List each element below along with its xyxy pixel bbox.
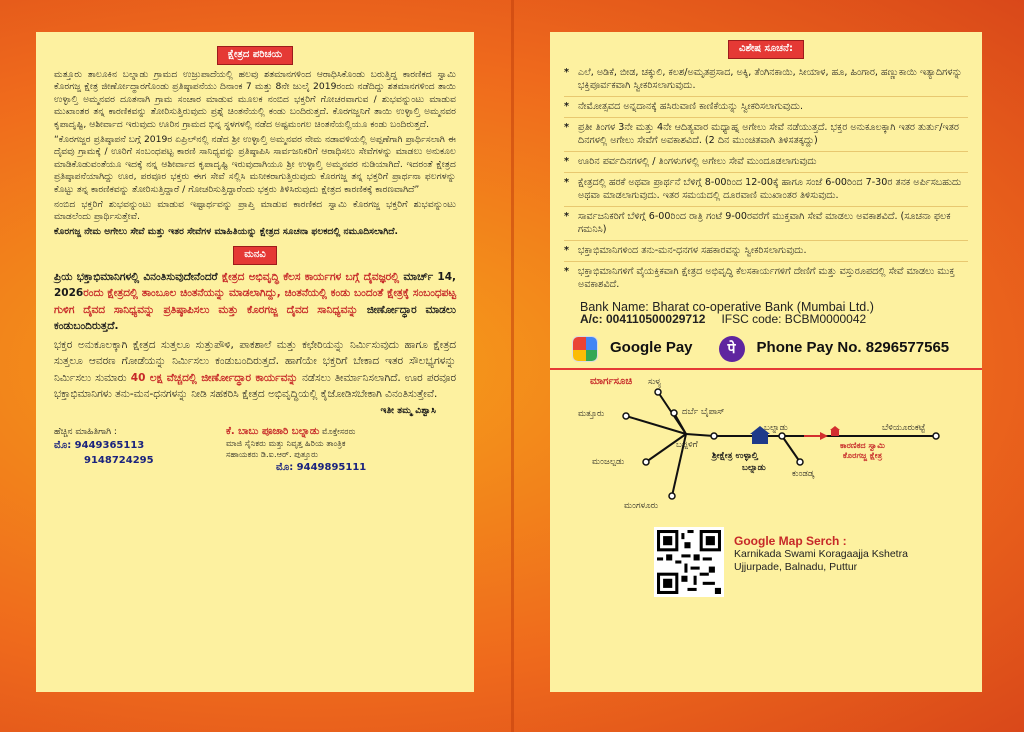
signatory-name: ಕೆ. ಬಾಬು ಪೂಜಾರಿ ಬಲ್ನಾಡು [226,425,320,437]
notice-list [564,63,968,295]
map-label-bappalige: ಬಪ್ಪಳಿಗೆ [676,440,698,451]
gmap-info [734,527,908,597]
map-label-mangalore: ಮಂಗಳೂರು [624,501,659,512]
notice-text: ಕ್ಷೇತ್ರದಲ್ಲಿ ಹರಕೆ ಅಥವಾ ಪ್ರಾರ್ಥನೆ ಬೆಳಿಗ್ಗೆ 8-00ರಿಂದ 12-00ಕ್ಕೆ ಹಾಗೂ ಸಂಜೆ 6-00ರಿಂದ 7-30ರ ತನಕ ಅರ್ಪಿಸಬಹುದು ಅಥವಾ ಮಾಡಲಾಗುವುದು. ಇತರ ಸಮಯದಲ್ಲಿ ದೂರವಾಣಿ ಮುಖಾಂತರ ತಿಳಿಸುವುದು. [578,176,962,201]
notice-heading: ವಿಶೇಷ ಸೂಚನೆ: [728,40,804,59]
bullet-icon: * [564,265,570,277]
notice-text: ಎಲೆ, ಅಡಿಕೆ, ಬೀಡ, ಚಕ್ಕುಲಿ, ಕಲಶ/ಅಮೃತಪ್ರಸಾದ, ಅಕ್ಕಿ, ತೆಂಗಿನಕಾಯಿ, ಸೀಯಾಳ, ಹೂ, ಹಿಂಗಾರ, ಹಣ್ಣುಕಾಯಿ ಇತ್ಯಾದಿಗಳನ್ನು ಭಕ್ತಿಪೂರ್ವಕವಾಗಿ ಸ್ವೀಕರಿಸಲಾಗುವುದು. [578,66,963,91]
phone-1: ಮೊ: 9449365113 [54,440,145,452]
gmap-line-2: Ujjurpade, Balnadu, Puttur [734,560,858,573]
page-fold [511,0,514,732]
appeal-date: ಮಾರ್ಚ್ 14, 2026 [54,270,456,300]
intro-paragraph-1: ಮತ್ತೂರು ತಾಲೂಕಿನ ಬಲ್ನಾಡು ಗ್ರಾಮದ ಉಜ್ರುಪಾದೆಯಲ್ಲಿ ಹಲವು ಶತಮಾನಗಳಿಂದ ಆರಾಧಿಸಿಕೊಂಡು ಬರುತ್ತಿದ್ದ ಕಾರಣಿಕದ ಸ್ವಾಮಿ ಕೊರಗಜ್ಜ ಕ್ಷೇತ್ರ ಜೀರ್ಣೋದ್ಧಾರಗೊಂಡು ಪ್ರತಿಷ್ಠಾಪನೆಯು ದಿನಾಂಕ 7 ಮತ್ತು 8ನೇ ಜುಲೈ 2019ರಂದು ನಡೆದಿದ್ದು ಶತಮಾನಗಳಿಂದ ತಾಯಿ ಉಳ್ಳಾಲ್ತಿ ಅಮ್ಮನವರ ದೂತನಾಗಿ ಗ್ರಾಮ ಸಂಚಾರ ಮಾಡುವ ಮೂಲಕ ನಂಬಿದ ಭಕ್ತರಿಗೆ ಗೋಚರವಾಗುವ / ಶುಭವನ್ನುಂಟು ಮಾಡುವ ಮುಖಾಂತರ ತನ್ನ ಕಾರಣಿಕವನ್ನು ತೋರಿಸುತ್ತಿರುವುದು ಪ್ರಶ್ನೆ ಚಿಂತನೆಯಲ್ಲಿ ಕಂಡು ಬಂದಿರುತ್ತದೆ. ಕೊರಗಜ್ಜನಿಗೆ ತಾಯಿ ಉಳ್ಳಾಲ್ತಿ ಅಮ್ಮನವರ ಕೃಪಾದೃಷ್ಟಿ, ಆಶೀರ್ವಾದ ಇರುವುದು ಊರಿನ ಗ್ರಾಮದ ಭಿನ್ನ ಸ್ಥಳಗಳಲ್ಲಿ ನಡೆದ ಅಷ್ಟಮಂಗಲ ಚಿಂತನೆಯಲ್ಲಿಯೂ ಕಂಡು ಬಂದಿರುತ್ತದೆ. [54,68,456,130]
map-label-sullia: ಸುಳ್ಯ [648,377,662,388]
appeal-heading: ಮನವಿ [233,246,277,265]
google-pay-icon [572,336,598,362]
notice-text: ಪ್ರತೀ ತಿಂಗಳ 3ನೇ ಮತ್ತು 4ನೇ ಆದಿತ್ಯವಾರ ಮಧ್ಯಾಹ್ನ ಅಗೇಲು ಸೇವೆ ನಡೆಯುತ್ತದೆ. ಭಕ್ತರ ಅನುಕೂಲಕ್ಕಾಗಿ ಇತರ ತುರ್ತು/ಇತರ ದಿನಗಳಲ್ಲಿ ಅಗೇಲು ಸೇವೆಗೆ ಅವಕಾಶವಿದೆ. (2 ದಿನ ಮುಂಚಿತವಾಗಿ ತಿಳಿಸತಕ್ಕದ್ದು) [578,121,959,146]
notice-text: ಊರಿನ ಪರ್ವದಿನಗಳಲ್ಲಿ / ತಿಂಗಳುಗಳಲ್ಲಿ ಅಗೇಲು ಸೇವೆ ಮುಂದೂಡಲಾಗುವುದು [578,155,817,167]
map-label-kudakka: ಕುಂಡಡ್ಕ [792,469,815,480]
notice-item [564,241,968,262]
gmap-title: Google Map Serch : [734,534,847,549]
bullet-icon: * [564,66,570,78]
signatory-role-2: ಸಹಾಯಕರು ಡಿ.ಐ.ಆರ್. ಪುತ್ತೂರು [226,449,319,460]
notice-item [564,207,968,241]
bank-account-line [580,313,968,326]
right-panel [550,32,982,692]
appeal-paragraph-2 [54,337,456,403]
contact-info [54,426,184,475]
account-number: A/c: 004110500029712 [580,312,706,327]
intro-paragraph-2: “ಕೊರಗಜ್ಜರ ಪ್ರತಿಷ್ಠಾಪನೆ ಬಗ್ಗೆ 2019ರ ಏಪ್ರಿಲ್‌ನಲ್ಲಿ ನಡೆದ ಶ್ರೀ ಉಳ್ಳಾಲ್ತಿ ಅಮ್ಮನವರ ನೇಮ ನಡಾವಳಿಯಲ್ಲಿ ಅಪ್ಪಣೆಗಾಗಿ ಪ್ರಾರ್ಥಿಸಲಾಗಿ ಈ ದೈವವು ಗ್ರಾಮಕ್ಕೆ / ಊರಿಗೆ ಸಂಬಂಧಪಟ್ಟ ಕಾರಣಿ ಸಾನಿಧ್ಯವನ್ನು ಪ್ರತಿಷ್ಠಾಪಿಸಿ ಸಾರ್ವಜನಿಕರಿಗೆ ಆರಾಧಿಸಲು ಸೇವೆಗಳನ್ನು ಮಾಡಲು ಅನುಕೂಲ ಮಾಡಿಕೊಡುವಂತೆಯೂ ಇದಕ್ಕೆ ನನ್ನ ಆಶೀರ್ವಾದ ಕೃಪಾದೃಷ್ಟಿ ಇರುವುದಾಗಿಯೂ ಶ್ರೀ ಉಳ್ಳಾಲ್ತಿ ಅಮ್ಮನವರ ನುಡಿಯಾಗಿದೆ. ಇದರಂತೆ ಕ್ಷೇತ್ರದ ಪ್ರತಿಷ್ಠಾಪನೆಯಾಗಿದ್ದು ಊರ, ಪರವೂರ ಭಕ್ತರು ಈಗ ಸೇವೆ ಸಲ್ಲಿಸಿ ಮನೀಕರಾಗುತ್ತಿರುವುದು ಕೊರಗಜ್ಜ ತನ್ನ ಭಕ್ತರಿಗೆ ಪ್ರಾರ್ಥನಾ ಫಲಗಳನ್ನು ಕೊಟ್ಟು ತನ್ನ ಕಾರಣಿಕವನ್ನು ತೋರಿಸುತ್ತಿದ್ದಾರೆ / ಗೋಚರಿಸುತ್ತಿದ್ದಾರೆಂದು ಭಕ್ತರು ತಿಳಿಸಿರುವುದು ಕ್ಷೇತ್ರದ ಕಾರಣಿಕಕ್ಕೆ ಕಾರಣವಾಗಿದೆ” [54,133,456,195]
notice-item [564,63,968,97]
more-info-label: ಹೆಚ್ಚಿನ ಮಾಹಿತಿಗಾಗಿ : [54,426,117,437]
intro-paragraph-4: ಕೊರಗಜ್ಜ ನೇಮ ಅಗೇಲು ಸೇವೆ ಮತ್ತು ಇತರ ಸೇವೆಗಳ ಮಾಹಿತಿಯನ್ನು ಕ್ಷೇತ್ರದ ಸೂಚನಾ ಫಲಕದಲ್ಲಿ ನಮೂದಿಸಲಾಗಿದೆ. [54,225,399,237]
notice-text: ನೇಮೋತ್ಸವದ ಅನ್ನದಾನಕ್ಕೆ ಹಸಿರುವಾಣಿ ಕಾಣಿಕೆಯನ್ನು ಸ್ವೀಕರಿಸಲಾಗುವುದು. [578,100,804,112]
phonepe-number: Phone Pay No. 8296577565 [756,339,950,357]
ifsc-code: IFSC code: BCBM0000042 [721,312,867,327]
notice-text: ಭಕ್ತಾಭಿಮಾನಿಗಳಿಗೆ ವೈಯಕ್ತಿಕವಾಗಿ ಕ್ಷೇತ್ರದ ಅಭಿವೃದ್ಧಿ ಕೆಲಸಕಾರ್ಯಗಳಿಗೆ ದೇಣಿಗೆ ಮತ್ತು ವಸ್ತುರೂಪದಲ್ಲಿ ಸೇವೆ ಮಾಡಲು ಮುಕ್ತ ಅವಕಾಶವಿದೆ. [578,265,955,290]
intro-heading: ಕ್ಷೇತ್ರದ ಪರಿಚಯ [217,46,293,65]
qr-code[interactable] [654,527,724,597]
koragajja-label-1: ಕಾರಣಿಕದ ಸ್ವಾಮಿ [840,440,886,451]
appeal2-amount: 40 ಲಕ್ಷ ವೆಚ್ಚದಲ್ಲಿ ಜೀರ್ಣೋದ್ಧಾರ ಕಾರ್ಯವನ್ನು [130,371,298,384]
notice-text: ಭಕ್ತಾಭಿಮಾನಿಗಳಿಂದ ತನು-ಮನ-ಧನಗಳ ಸಹಕಾರವನ್ನು ಸ್ವೀಕರಿಸಲಾಗುವುದು. [578,244,807,256]
payment-row [572,336,968,362]
bullet-icon: * [564,100,570,112]
gmap-line-1: Karnikada Swami Koragaajja Kshetra [734,547,908,560]
notice-item [564,173,968,207]
appeal-text-a: ಪ್ರಿಯ ಭಕ್ತಾಭಿಮಾನಿಗಳಲ್ಲಿ ವಿನಂತಿಸುವುದೇನೆಂದರೆ [54,270,222,283]
signatory-phone: ಮೊ: 9449895111 [276,462,367,474]
notice-item [564,262,968,295]
notice-text: ಸಾರ್ವಜನಿಕರಿಗೆ ಬೆಳಿಗ್ಗೆ 6-00ರಿಂದ ರಾತ್ರಿ ಗಂಟೆ 9-00ರವರೆಗೆ ಮುಕ್ತವಾಗಿ ಸೇವೆ ಮಾಡಲು ಅವಕಾಶವಿದೆ. (ಸೂಚನಾ ಫಲಕ ಗಮನಿಸಿ) [578,210,951,235]
signatory-title: ಮೊಕ್ತೇಸರರು [319,425,356,436]
google-pay-label: Google Pay [610,339,693,357]
map-label-ullalti-2: ಬಲ್ನಾಡು [742,463,766,474]
phonepe-icon: पे [719,336,745,362]
signature-row [54,426,456,475]
map-label-balnadu: ಬಲ್ನಾಡು [764,423,788,434]
qr-section [654,527,968,597]
signoff: ಇತೀ ತಮ್ಮ ವಿಶ್ವಾಸಿ [380,404,436,416]
map-label-darbe: ದರ್ಬೆ ಬೈಪಾಸ್ [682,407,725,418]
phone-2: 9148724295 [84,455,154,467]
notice-item [564,118,968,152]
bullet-icon: * [564,244,570,256]
signatory-role-1: ಮಾಜಿ ಸೈನಿಕರು ಮತ್ತು ನಿವೃತ್ತ ಹಿರಿಯ ತಾಂತ್ರಿಕ [226,438,346,449]
map-label-puttur: ಮತ್ತೂರು [578,409,605,420]
intro-paragraph-3: ನಂಬಿದ ಭಕ್ತರಿಗೆ ಶುಭವನ್ನುಂಟು ಮಾಡುವ ಇಷ್ಟಾರ್ಥವನ್ನು ಪ್ರಾಪ್ತಿ ಮಾಡುವ ಕಾರಣಿಕದ ಸ್ವಾಮಿ ಕೊರಗಜ್ಜ ಭಕ್ತರಿಗೆ ಶುಭವನ್ನುಂಟು ಮಾಡಲೆಂದು ಪ್ರಾರ್ಥಿಸುತ್ತೇವೆ. [54,198,456,223]
appeal-paragraph [54,269,456,335]
appeal2-text-c: ನಡೆಸಲು ತೀರ್ಮಾನಿಸಲಾಗಿದೆ. ಊರ ಪರವೂರ ಭಕ್ತಾಭಿಮಾನಿಗಳು ತನು-ಮನ-ಧನಗಳನ್ನು ನೀಡಿ ಸಹಕರಿಸಿ ಕ್ಷೇತ್ರದ ಅಭಿವೃದ್ಧಿಯಲ್ಲಿ ಕೈಜೋಡಿಸಬೇಕಾಗಿ ವಿನಂತಿಸುತ್ತೇವೆ. [54,371,456,401]
notice-item [564,152,968,173]
map-label-beleyur: ಬೆಳಿಯೂರುಕಟ್ಟೆ [882,423,926,434]
appeal2-text-a: ಭಕ್ತರ ಅನುಕೂಲಕ್ಕಾಗಿ ಕ್ಷೇತ್ರದ ಸುತ್ತಲೂ ಸುತ್ತುಪೌಳಿ, ಪಾಕಶಾಲೆ ಮತ್ತು ಕಛೇರಿಯನ್ನು ನಿರ್ಮಿಸುವುದು ಹಾಗೂ ಕ್ಷೇತ್ರದ ಸುತ್ತಲೂ ಆವರಣ ಗೋಡೆಯನ್ನು ನಿರ್ಮಿಸಲು ಕಂಡುಬಂದಿರುತ್ತದೆ. ಹಾಗೆಯೇ ಭಕ್ತರಿಗೆ ಬೇಕಾದ ಇತರ ಸೌಲಭ್ಯಗಳನ್ನು ನಿರ್ಮಿಸಲು ಸುಮಾರು [54,338,456,384]
map-title: ಮಾರ್ಗಸೂಚಿ [590,375,633,387]
left-panel [36,32,474,692]
bank-details [564,301,968,326]
appeal-text-d: ರಂದು ಕ್ಷೇತ್ರದಲ್ಲಿ ತಾಂಬೂಲ ಚಿಂತನೆಯನ್ನು ಮಾಡಲಾಗಿದ್ದು, ಚಿಂತನೆಯಲ್ಲಿ ಕಂಡು ಬಂದಂತೆ ಕ್ಷೇತ್ರಕ್ಕೆ ಸಂಬಂಧಪಟ್ಟ ಗುಳಿಗ ದೈವದ ಸಾನಿಧ್ಯವನ್ನು ಪ್ರತಿಷ್ಠಾಪಿಸಲು ಮತ್ತು ಕೊರಗಜ್ಜ ದೈವದ ಸಾನಿಧ್ಯವನ್ನು [54,287,456,316]
map-label-ullalti: ಶ್ರೀಕ್ಷೇತ್ರ ಉಳ್ಳಾಲ್ತಿ [712,451,758,462]
appeal-text-e: ಜೀರ್ಣೋದ್ಧಾರ ಮಾಡಲು ಕಂಡುಬಂದಿರುತ್ತದೆ. [54,303,456,333]
notice-item [564,97,968,118]
section-divider [550,368,982,370]
bullet-icon: * [564,155,570,167]
qr-code-icon [657,530,721,594]
bullet-icon: * [564,176,570,188]
appeal-text-b: ಕ್ಷೇತ್ರದ ಅಭಿವೃದ್ಧಿ ಕೆಲಸ ಕಾರ್ಯಗಳ ಬಗ್ಗೆ ದೈವಜ್ಞರಲ್ಲಿ [221,270,404,283]
bullet-icon: * [564,121,570,133]
bank-name: Bank Name: Bharat co-operative Bank (Mumbai Ltd.) [580,299,874,314]
signatory [226,426,456,475]
map-label-koragajja [840,440,885,460]
koragajja-label-2: ಕೊರಗಜ್ಜ ಕ್ಷೇತ್ರ [842,450,883,461]
bullet-icon: * [564,210,570,222]
map-label-manjalpadu: ಮಂಜಲ್ಪಡು [592,457,625,468]
